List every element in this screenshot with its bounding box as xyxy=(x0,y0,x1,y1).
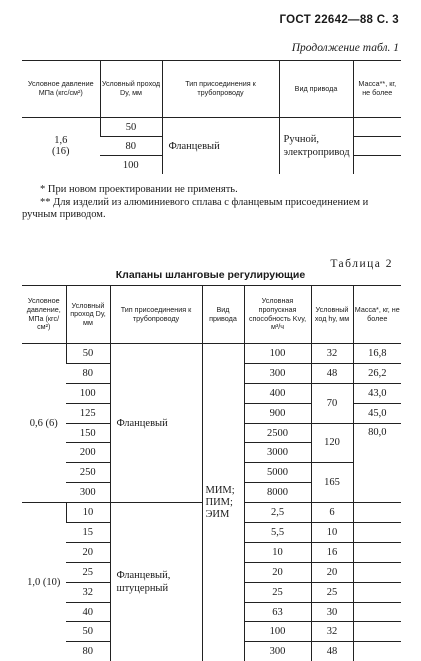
t1-connection: Фланцевый xyxy=(162,118,279,175)
t2-header-pressure: Условное давление, МПа (кгс/см²) xyxy=(22,286,66,344)
t2-stroke-cell: 120 xyxy=(311,423,353,463)
t2-pressure-group-2: 1,0 (10) xyxy=(22,503,66,661)
table-2-title: Клапаны шланговые регулирующие xyxy=(0,269,421,281)
t2-kv-cell: 10 xyxy=(244,542,311,562)
t2-kv-cell: 63 xyxy=(244,602,311,622)
t2-size-cell: 200 xyxy=(66,443,110,463)
t1-header-mass: Масса**, кг, не более xyxy=(353,61,401,118)
t2-pressure-group-1: 0,6 (6) xyxy=(22,344,66,503)
t2-kv-cell: 300 xyxy=(244,642,311,661)
t2-mass-cell: 80,0 xyxy=(353,423,401,503)
table-continuation-label: Продолжение табл. 1 xyxy=(292,42,399,54)
t1-mass-cell xyxy=(353,156,401,175)
t2-mass-cell xyxy=(353,542,401,562)
t2-header-connection: Тип присоединения к трубопроводу xyxy=(110,286,202,344)
t1-pressure xyxy=(22,118,100,175)
t2-stroke-cell: 10 xyxy=(311,523,353,543)
t2-size-cell: 40 xyxy=(66,602,110,622)
t2-connection-group-2: Фланцевый, штуцерный xyxy=(110,503,202,661)
t2-kv-cell: 5000 xyxy=(244,463,311,483)
t2-header-kv: Условная пропускная способность Kvу, м³/ч xyxy=(244,286,311,344)
t2-kv-cell: 400 xyxy=(244,383,311,403)
table-1 xyxy=(22,60,401,174)
t1-pressure-kgf: (16) xyxy=(22,146,100,157)
t1-mass-cell xyxy=(353,118,401,137)
t2-stroke-cell: 48 xyxy=(311,363,353,383)
footnote-1: * При новом проектировании не применять. xyxy=(22,184,402,197)
t2-kv-cell: 100 xyxy=(244,622,311,642)
t2-stroke-cell: 30 xyxy=(311,602,353,622)
footnote-2: ** Для изделий из алюминиевого сплава с фланцевым присоединением и ручным приводом. xyxy=(22,197,402,222)
t2-size-cell: 250 xyxy=(66,463,110,483)
t2-mass-cell xyxy=(353,562,401,582)
t2-drive: МИМ; ПИМ; ЭИМ xyxy=(202,344,244,661)
t2-kv-cell: 25 xyxy=(244,582,311,602)
t2-stroke-cell: 16 xyxy=(311,542,353,562)
t2-stroke-cell: 6 xyxy=(311,503,353,523)
t1-header-connection: Тип присоединения к трубопроводу xyxy=(162,61,279,118)
t2-size-cell: 15 xyxy=(66,523,110,543)
t2-mass-cell xyxy=(353,503,401,523)
t1-size-cell: 80 xyxy=(100,137,162,156)
t2-stroke-cell: 70 xyxy=(311,383,353,423)
t2-kv-cell: 2,5 xyxy=(244,503,311,523)
t2-size-cell: 80 xyxy=(66,642,110,661)
t2-connection-group-1: Фланцевый xyxy=(110,344,202,503)
t2-mass-cell: 26,2 xyxy=(353,363,401,383)
page-header: ГОСТ 22642—88 С. 3 xyxy=(279,14,399,26)
t2-mass-cell xyxy=(353,602,401,622)
t2-stroke-cell: 20 xyxy=(311,562,353,582)
t1-size-cell: 50 xyxy=(100,118,162,137)
t2-mass-cell: 43,0 xyxy=(353,383,401,403)
t1-header-drive: Вид привода xyxy=(279,61,353,118)
t2-kv-cell: 8000 xyxy=(244,483,311,503)
t2-header-mass: Масса*, кг, не более xyxy=(353,286,401,344)
t2-stroke-cell: 25 xyxy=(311,582,353,602)
t2-kv-cell: 5,5 xyxy=(244,523,311,543)
t2-kv-cell: 2500 xyxy=(244,423,311,443)
t1-header-pressure: Условное давление МПа (кгс/см²) xyxy=(22,61,100,118)
t2-mass-cell xyxy=(353,642,401,661)
t2-header-drive: Вид привода xyxy=(202,286,244,344)
t2-size-cell: 50 xyxy=(66,344,110,364)
t2-size-cell: 10 xyxy=(66,503,110,523)
t2-header-diameter: Условный проход Dу, мм xyxy=(66,286,110,344)
t2-size-cell: 100 xyxy=(66,383,110,403)
t2-kv-cell: 3000 xyxy=(244,443,311,463)
t1-header-diameter: Условный проход Dу, мм xyxy=(100,61,162,118)
t2-mass-cell: 45,0 xyxy=(353,403,401,423)
t2-size-cell: 150 xyxy=(66,423,110,443)
t2-header-stroke: Условный ход hу, мм xyxy=(311,286,353,344)
t2-stroke-cell: 48 xyxy=(311,642,353,661)
t2-size-cell: 80 xyxy=(66,363,110,383)
t2-mass-cell xyxy=(353,582,401,602)
footnotes xyxy=(22,184,402,222)
t1-size-cell: 100 xyxy=(100,156,162,175)
table-2-label: Таблица 2 xyxy=(330,258,393,270)
t2-stroke-cell: 165 xyxy=(311,463,353,503)
t2-size-cell: 50 xyxy=(66,622,110,642)
t2-kv-cell: 100 xyxy=(244,344,311,364)
t2-size-cell: 20 xyxy=(66,542,110,562)
table-2 xyxy=(22,285,401,661)
t2-stroke-cell: 32 xyxy=(311,344,353,364)
t1-mass-cell xyxy=(353,137,401,156)
t2-kv-cell: 900 xyxy=(244,403,311,423)
t2-size-cell: 300 xyxy=(66,483,110,503)
t2-mass-cell: 16,8 xyxy=(353,344,401,364)
t2-mass-cell xyxy=(353,523,401,543)
t2-size-cell: 25 xyxy=(66,562,110,582)
t2-stroke-cell: 32 xyxy=(311,622,353,642)
t1-pressure-mpa: 1,6 xyxy=(22,135,100,146)
t1-drive: Ручной, электропривод xyxy=(279,118,353,175)
t2-kv-cell: 20 xyxy=(244,562,311,582)
t2-size-cell: 125 xyxy=(66,403,110,423)
t2-size-cell: 32 xyxy=(66,582,110,602)
t2-kv-cell: 300 xyxy=(244,363,311,383)
